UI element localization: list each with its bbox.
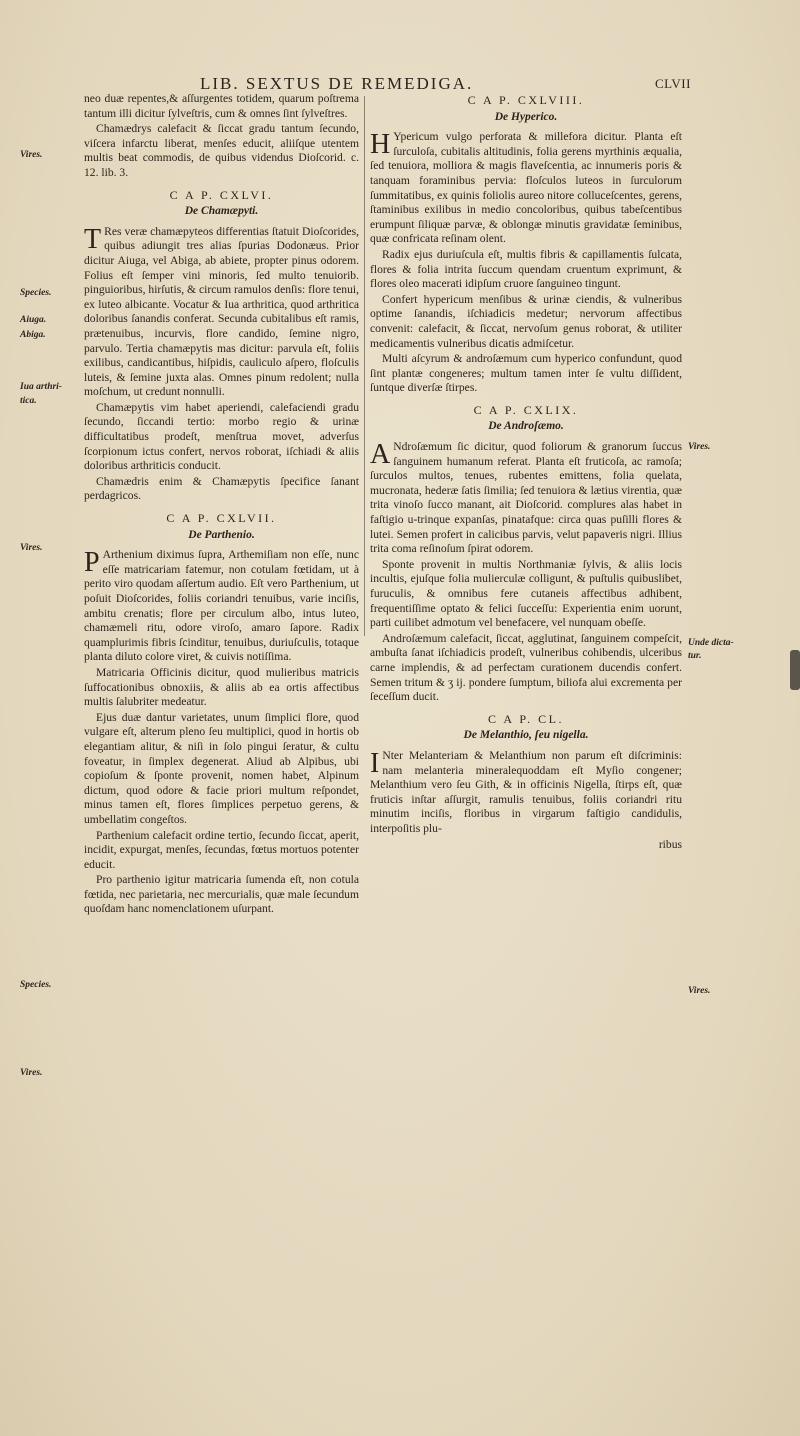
chapter-subtitle: De Androſæmo. <box>488 420 564 433</box>
left-column <box>84 92 359 918</box>
paragraph: Radix ejus duriuſcula eſt, multis fibris & capillamentis ſulcata, flores & folia intrita ſuccum quendam cruentum exprimunt, & flores oleo macerati idipſum cruore ſanguineo tingunt. <box>370 247 682 291</box>
paragraph: Pro parthenio igitur matricaria ſumenda eſt, non cotula fœtida, nec parietaria, nec mercurialis, quæ male ſecundum quoſdam hanc nomenclationem uſurpant. <box>84 873 359 916</box>
chapter-heading: C A P. CL. <box>487 711 565 726</box>
paragraph <box>370 130 682 247</box>
paragraph-text: Ypericum vulgo perforata & millefora dicitur. Planta eſt ſurculoſa, cubitalis altitudinis, folia gerens myrthinis æqualia, ſed tenuiora, molliora & magis flaveſcentia, ac innumeris poris & tanquam foraminibus pervia: floſculos luteos in ſurculorum ſummitatibus, ex quinis foliolis aureo nitore colluceſcentes, gerens, ſtaminibus exilibus in medio concoloribus, quibus tabeſcentibus erumpunt ſiliquæ parvæ, & oblongæ minutis gravidatæ ſeminibus, quæ confricata reſinam olent. <box>370 130 682 246</box>
paragraph <box>84 225 359 400</box>
margin-note-species: Species. <box>20 288 52 298</box>
chapter-heading: C A P. CXLIX. <box>473 402 579 417</box>
chapter-heading: C A P. CXLVIII. <box>467 93 585 107</box>
margin-note-vires: Vires. <box>20 543 43 553</box>
chapter-subtitle: De Melanthio, ſeu nigella. <box>463 729 589 742</box>
paragraph: neo duæ repentes,& aſſurgentes totidem, quarum poſtrema tantum illi dicitur ſylveſtris, cum & omnes ſint ſylveſtres. <box>84 92 359 120</box>
right-column <box>370 93 682 853</box>
paragraph: Confert hypericum menſibus & urinæ ciendis, & vulneribus optime ſanandis, iſchiadicis medetur; nervorum affectibus convenit: calefacit, & ſiccat, nervoſum genus roborat, & utiliter medicamentis vulneribus dicatis admiſcetur. <box>370 292 682 350</box>
margin-note-aiuga: Aiuga. <box>20 315 47 325</box>
margin-note-vires-right: Vires. <box>688 986 711 996</box>
drop-cap: T <box>84 223 102 255</box>
running-header <box>200 74 690 94</box>
paragraph: Chamædris enim & Chamæpytis ſpecifice ſanant perdagricos. <box>84 474 359 503</box>
paragraph: Sponte provenit in multis Northmaniæ ſylvis, & aliis locis incultis, ejuſque folia mulierculæ colligunt, & puſtulis quibuslibet, furuculis, & omnibus fere cutaneis affectibus adhibent, frequentiſſime optato & felici ſucceſſu: Experientia enim uorunt, parti cuilibet admotum vel benefacere, vel nunquam obeſſe. <box>370 557 682 630</box>
paragraph: Matricaria Officinis dicitur, quod mulieribus matricis ſuffocationibus obnoxiis, & aliis ab ea ortis affectibus multis ſalubriter medeatur. <box>84 665 359 709</box>
paragraph <box>370 440 682 557</box>
chapter-heading: C A P. CXLVI. <box>169 187 274 202</box>
paragraph: Parthenium calefacit ordine tertio, ſecundo ſiccat, aperit, incidit, expurgat, menſes, ſecundas, fœtus mortuos potenter educit. <box>84 828 359 871</box>
margin-note-iua-arthritica-cont: tica. <box>20 396 37 406</box>
chapter-heading: C A P. CXLVII. <box>166 511 277 526</box>
page-number: CLVII <box>655 76 691 91</box>
drop-cap: I <box>370 747 380 779</box>
header-title: LIB. SEXTUS DE REMEDIGA. <box>200 74 474 93</box>
paragraph: Chamæpytis vim habet aperiendi, calefaciendi gradu ſecundo, ſiccandi tertio: morbo regio & urinæ difficultatibus prodeſt, menſtrua movet, adverſus ſcorpionum ictus confert, nervos roborat, iſchiadi & aliis doloribus arthriticis conducit. <box>84 400 359 473</box>
paragraph-text: Nter Melanteriam & Melanthium non parum eſt diſcriminis: nam melanteria mineralequoddam eſt Myſio congener; Melanthium vero ſeu Gith, & in officinis Nigella, ſtirps eſt, quæ fruticis inſtar aſſurgit, ramulis tenuibus, foliis coriandri ritu minutim inciſis, floribus in virgarum faſtigio candidulis, interpoſitis plu- <box>370 748 682 835</box>
paragraph <box>370 749 682 837</box>
paragraph-text: Res veræ chamæpyteos differentias ſtatuit Dioſcorides, quibus adiungit tres alias ſpurias Dodonæus. Prior dicitur Aiuga, vel Abiga, ab abiete, propter pinus odorem. Folius eſt ſemper vini minoris, ſed multo tenuiorib. pinguioribus, hirſutis, & circum ramulos denſis: flore tenui, ex luteo albicante. Vocatur & Iua arthritica, quod arthritica doloribus ſanandis conferat. Secunda cubitalibus eſt ramis, prætenuibus, incurvis, flore candido, ſemine nigro, parvulo. Tertia chamæpytis mas dicitur: parvula eſt, foliis exilibus, candicantibus, hiſpidis, cauliculo aſpero, floſculis luteis, & ſemine juxta alas. Omnes pinum redolent; nulla moſchum, ut credunt nonnulli. <box>84 224 359 399</box>
paragraph: Chamædrys calefacit & ſiccat gradu tantum ſecundo, viſcera infarctu liberat, menſes educit, aliiſque utentem multis beat commodis, de quibus videndus Dioſcorid. c. 12. lib. 3. <box>84 122 359 179</box>
paragraph-text: Arthenium diximus ſupra, Arthemiſiam non eſſe, nunc eſſe matricariam fatemur, non cotulam fœtidam, ut à perito viro quodam aſſertum audio. Eſt vero Parthenium, ut poſuit Dioſcorides, foliis coriandri tenuibus, varie inciſis, ambitu crenatis; flore per circulum albo, intus luteo, chamæmeli ritu, odore viroſo, amaro ſapore. Radix quamplurimis fibris ſcinditur, tenuibus, duriuſculis, totaque planta diluto colore viret, & cuivis notiſſima. <box>84 548 359 664</box>
margin-note-unde-dicta-cont: tur. <box>688 651 702 661</box>
paragraph: Ejus duæ dantur varietates, unum ſimplici flore, quod vulgare eſt, alterum pleno ſeu multiplici, quod in hortis ob elegantiam alitur, & niſi in ſolo pingui ſeratur, & cultu foveatur, in ſimplex degenerat. Aliud ab Alpibus, ubi copioſum & ſponte provenit, nomen habet, Alpinum dictum, quod odore & facie priori multum reſpondet, minus tamen eſt, flores ſimplices perpetuo gerens, & umbellatim congeſtos. <box>84 710 359 826</box>
margin-note-species: Species. <box>20 980 52 990</box>
paragraph: Androſæmum calefacit, ſiccat, agglutinat, ſanguinem compeſcit, ambuſta ſanat iſchiadicis prodeſt, vulneribus cohibendis, ulceribus carne implendis, & ad perfectam curationem ducendis confert. Semen tritum & ʒ ij. pondere ſumptum, biliofa alui excrementa per ſeceſſum ducit. <box>370 631 682 704</box>
paragraph <box>84 548 359 665</box>
margin-note-vires: Vires. <box>20 150 43 160</box>
drop-cap: P <box>84 547 100 579</box>
paragraph-text: Ndroſæmum ſic dicitur, quod foliorum & granorum ſuccus ſanguinem humanum referat. Planta eſt fruticoſa, ac ramoſa; ſurculos multos, tenues, rubentes emittens, folia quelata, mucronata, hederæ ſatis ſimilia; ſed tenuiora & lætius virentia, quæ trita vinoſo ſucco manant, ait Dioſcorid. complures alas habet in faſtigio u-trinque expanſas, pinatafque: circa quas puſilli flores & lutei. Semen profert in calicibus parvis, velut papaveris nigri. Illius trita coma reſinoſum ſpirat odorem. <box>370 440 682 556</box>
chapter-subtitle: De Parthenio. <box>188 528 255 541</box>
chapter-subtitle: De Hyperico. <box>494 110 558 123</box>
column-divider <box>364 96 365 636</box>
margin-note-abiga: Abiga. <box>20 330 46 340</box>
catchword: ribus <box>658 837 682 851</box>
margin-note-iua-arthritica: Iua arthri- <box>20 382 62 392</box>
margin-note-unde-dicta: Unde dicta- <box>688 638 734 648</box>
margin-note-vires-right: Vires. <box>688 442 711 452</box>
drop-cap: A <box>370 439 391 471</box>
paragraph: Multi aſcyrum & androſæmum cum hyperico confundunt, quod ſint plantæ congeneres; multum tamen inter ſe vultu diſſident, ſuntque diverſæ ſtirpes. <box>370 352 682 395</box>
margin-note-vires: Vires. <box>20 1068 43 1078</box>
edge-stain <box>790 650 800 690</box>
chapter-subtitle: De Chamæpyti. <box>184 205 259 218</box>
drop-cap: H <box>370 129 391 161</box>
